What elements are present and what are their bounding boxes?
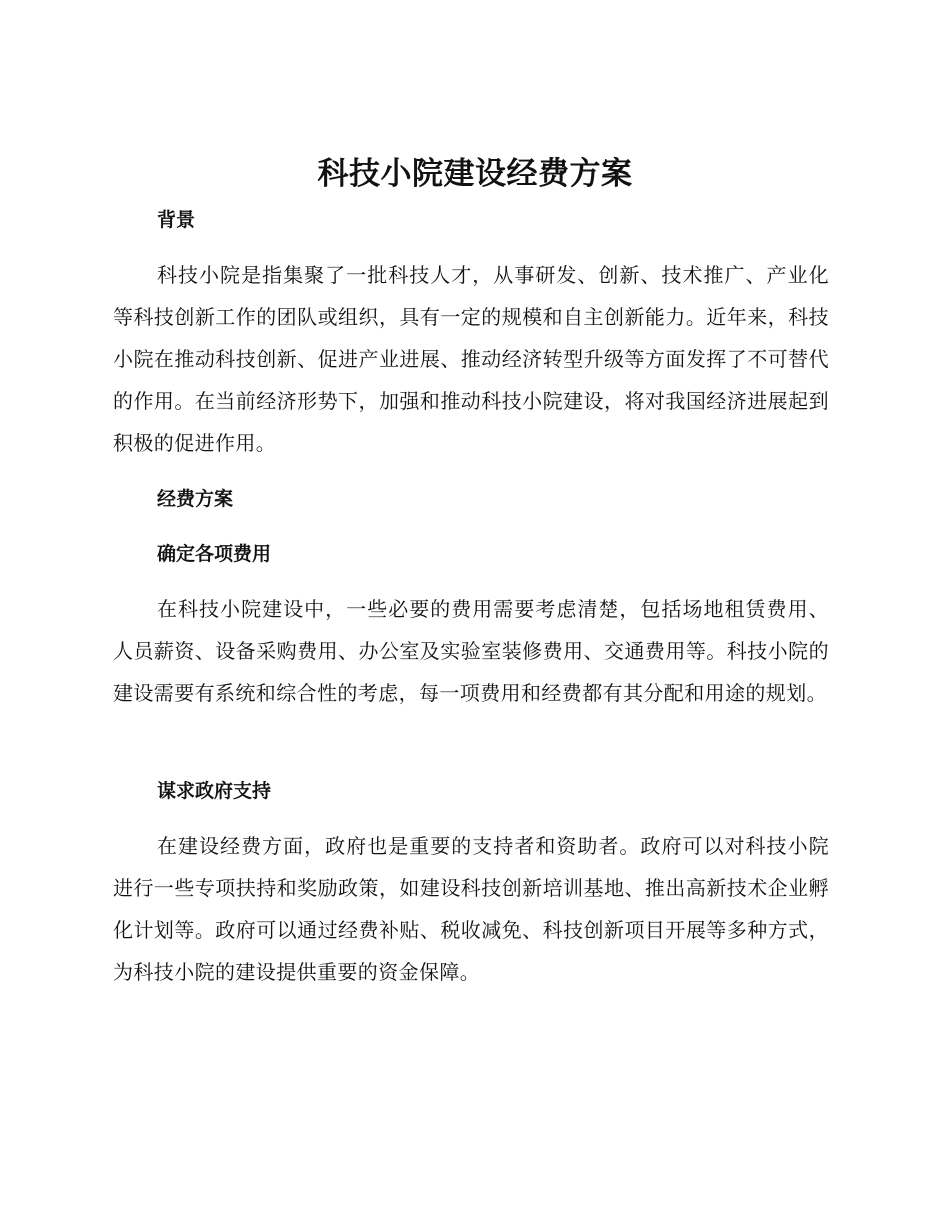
document-title: 科技小院建设经费方案: [317, 156, 633, 192]
section-heading-funding-plan: 经费方案: [157, 488, 234, 510]
section-heading-government-support: 谋求政府支持: [157, 780, 272, 802]
section-heading-determine-costs: 确定各项费用: [157, 543, 272, 565]
section-heading-background: 背景: [157, 209, 196, 231]
section-paragraph-background: 科技小院是指集聚了一批科技人才，从事研发、创新、技术推广、产业化等科技创新工作的团队或组织，具有一定的规模和自主创新能力。近年来，科技小院在推动科技创新、促进产业进展、推动经济转型升级等方面发挥了不可替代的作用。在当前经济形势下，加强和推动科技小院建设，将对我国经济进展起到积极的促进作用。: [113, 263, 829, 455]
section-paragraph-determine-costs: 在科技小院建设中，一些必要的费用需要考虑清楚，包括场地租赁费用、人员薪资、设备采购费用、办公室及实验室装修费用、交通费用等。科技小院的建设需要有系统和综合性的考虑，每一项费用和经费都有其分配和用途的规划。: [113, 597, 829, 705]
section-paragraph-government-support: 在建设经费方面，政府也是重要的支持者和资助者。政府可以对科技小院进行一些专项扶持和奖励政策，如建设科技创新培训基地、推出高新技术企业孵化计划等。政府可以通过经费补贴、税收减免、科技创新项目开展等多种方式，为科技小院的建设提供重要的资金保障。: [113, 834, 829, 984]
